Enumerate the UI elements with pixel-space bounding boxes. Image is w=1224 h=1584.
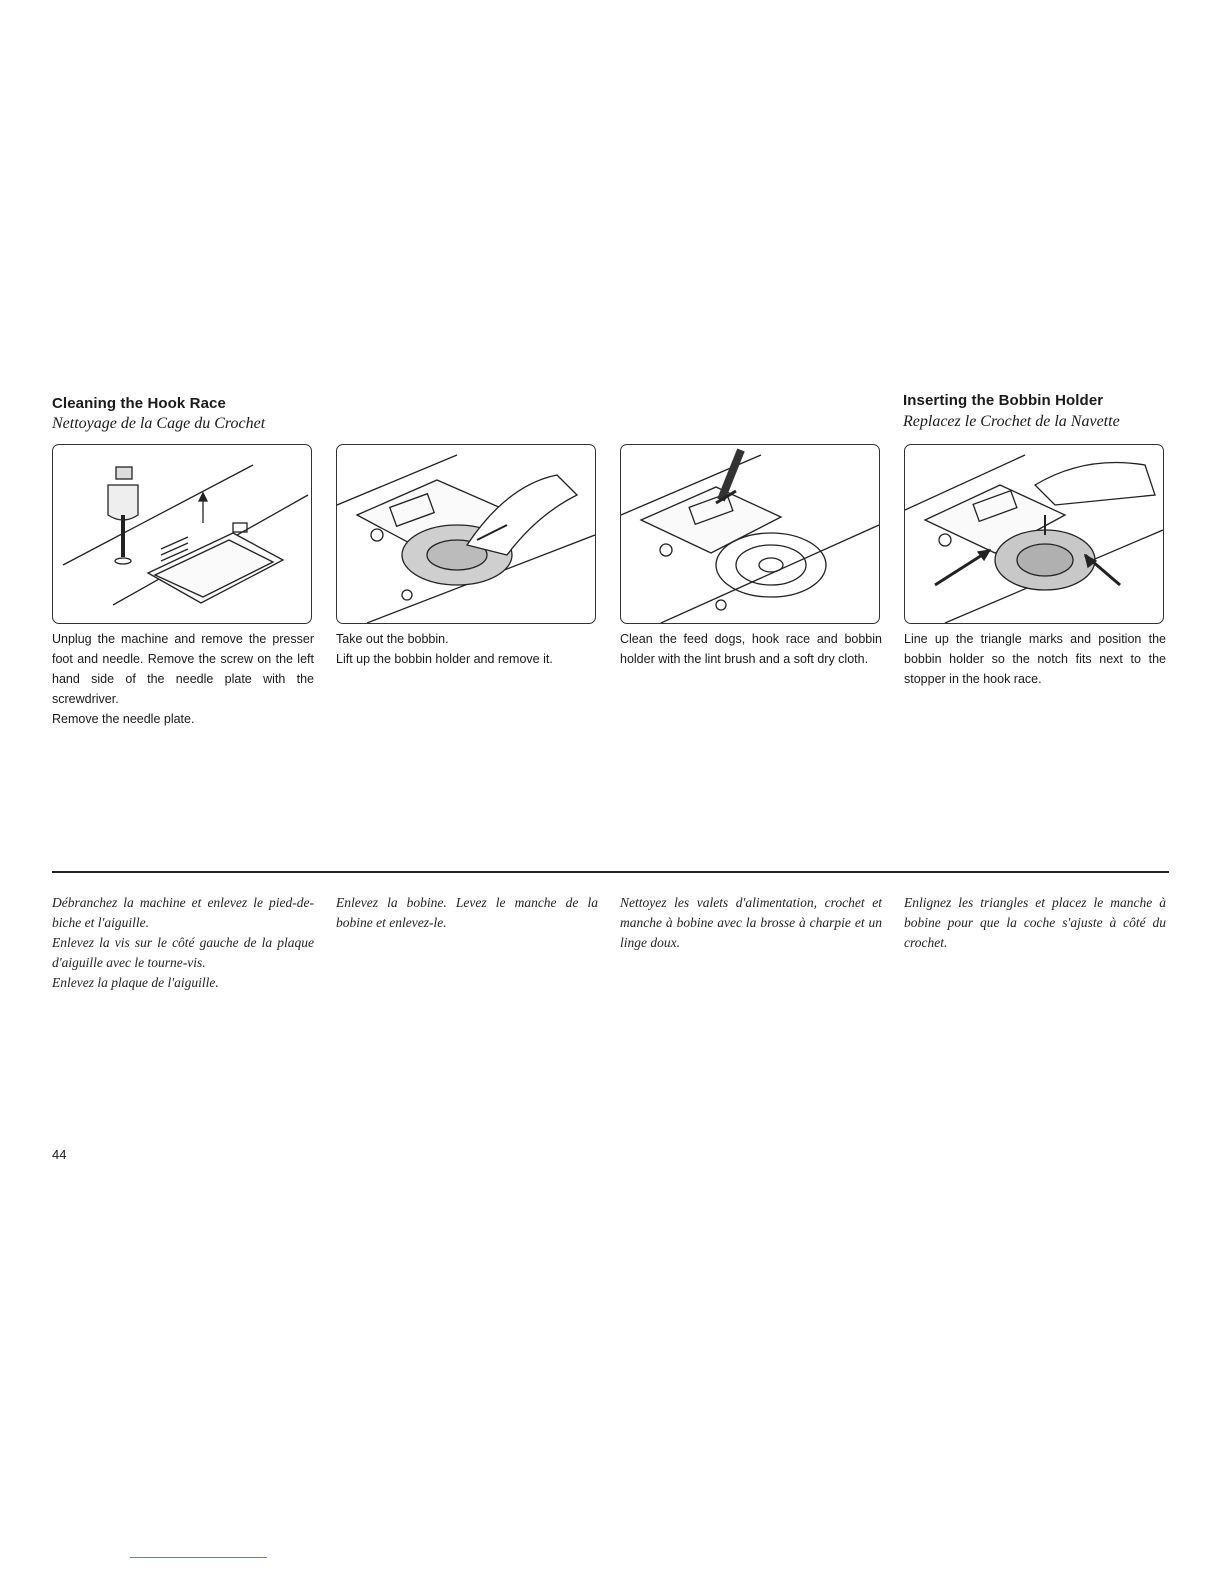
step-2-english-line: Lift up the bobbin holder and remove it. bbox=[336, 652, 553, 666]
horizontal-divider bbox=[52, 871, 1169, 873]
step-1-french bbox=[52, 893, 314, 993]
arrow-icon bbox=[905, 445, 1163, 623]
illustration-needle-plate-removal bbox=[52, 444, 312, 624]
step-2-french-line: Enlevez la bobine. Levez le manche de la bobine et enlevez-le. bbox=[336, 895, 598, 930]
step-1-english-line: Remove the needle plate. bbox=[52, 712, 195, 726]
illustration-lint-brush-cleaning bbox=[620, 444, 880, 624]
page-number: 44 bbox=[52, 1147, 67, 1162]
step-3-french-line: Nettoyez les valets d'alimentation, crochet et manche à bobine avec la brosse à charpie et un linge doux. bbox=[620, 895, 882, 950]
step-4-french bbox=[904, 893, 1166, 953]
illustration-bobbin-holder-removal bbox=[336, 444, 596, 624]
section-subtitle-inserting: Replacez le Crochet de la Navette bbox=[903, 413, 1120, 430]
step-1-english-line: Unplug the machine and remove the presser foot and needle. Remove the screw on the left hand side of the needle plate with the screwdriver. bbox=[52, 632, 314, 706]
step-4-english-line: Line up the triangle marks and position the bobbin holder so the notch fits next to the stopper in the hook race. bbox=[904, 632, 1166, 686]
illustration-bobbin-holder-insert bbox=[904, 444, 1164, 624]
step-4-english bbox=[904, 629, 1166, 689]
step-2-english-line: Take out the bobbin. bbox=[336, 632, 449, 646]
section-title-inserting: Inserting the Bobbin Holder bbox=[903, 392, 1104, 409]
step-1-english bbox=[52, 629, 314, 729]
step-1-french-line: Enlevez la vis sur le côté gauche de la plaque d'aiguille avec le tourne-vis. bbox=[52, 935, 314, 970]
step-1-french-line: Enlevez la plaque de l'aiguille. bbox=[52, 975, 219, 990]
step-2-french bbox=[336, 893, 598, 933]
step-2-english bbox=[336, 629, 598, 669]
step-1-french-line: Débranchez la machine et enlevez le pied-de-biche et l'aiguille. bbox=[52, 895, 314, 930]
step-3-french bbox=[620, 893, 882, 953]
step-4-french-line: Enlignez les triangles et placez le manche à bobine pour que la coche s'ajuste à côté du crochet. bbox=[904, 895, 1166, 950]
lint-brush-icon bbox=[621, 445, 879, 623]
section-subtitle-cleaning: Nettoyage de la Cage du Crochet bbox=[52, 415, 266, 432]
section-title-cleaning: Cleaning the Hook Race bbox=[52, 395, 226, 412]
screwdriver-icon bbox=[53, 445, 311, 623]
step-3-english bbox=[620, 629, 882, 669]
step-3-english-line: Clean the feed dogs, hook race and bobbin holder with the lint brush and a soft dry cloth. bbox=[620, 632, 882, 666]
hand-icon bbox=[337, 445, 595, 623]
footer-rule bbox=[130, 1557, 267, 1558]
